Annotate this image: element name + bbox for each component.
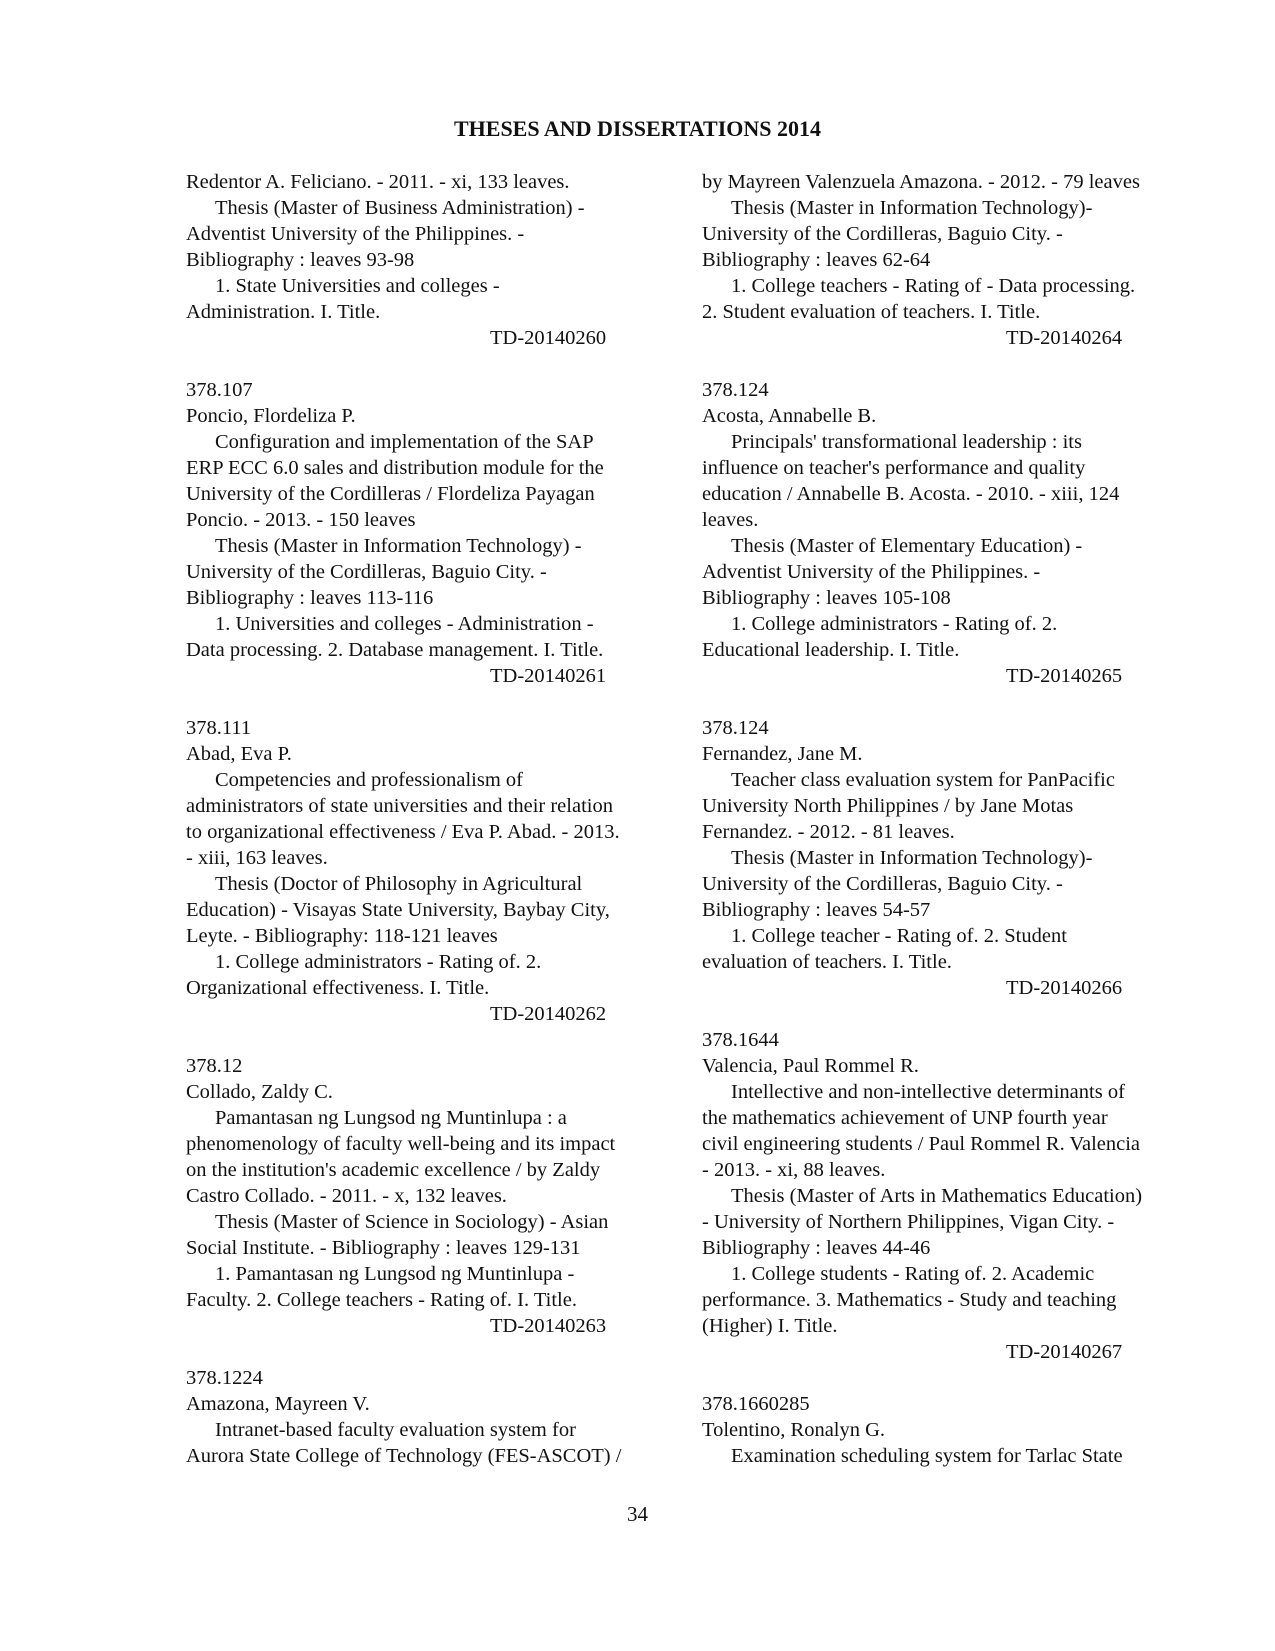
accession-number: TD-20140263 xyxy=(490,1315,607,1337)
accession-number: TD-20140266 xyxy=(1006,977,1123,999)
catalog-entry xyxy=(702,169,1182,351)
entry-line: Thesis (Master of Arts in Mathematics Education) xyxy=(731,1185,1143,1207)
right-column xyxy=(702,169,1182,1469)
entry-line: civil engineering students / Paul Rommel R. Valencia xyxy=(702,1133,1141,1155)
accession-number: TD-20140261 xyxy=(490,665,607,687)
entry-line: to organizational effectiveness / Eva P. Abad. - 2013. xyxy=(186,821,620,843)
entry-line: - 2013. - xi, 88 leaves. xyxy=(702,1159,886,1181)
entry-line: 2. Student evaluation of teachers. I. Title. xyxy=(702,301,1041,323)
entry-line: Thesis (Master of Business Administration) - xyxy=(215,197,585,219)
catalog-entry xyxy=(702,715,1182,1001)
entry-line: Intranet-based faculty evaluation system for xyxy=(215,1419,576,1441)
entry-line: Bibliography : leaves 44-46 xyxy=(702,1237,931,1259)
entry-line: (Higher) I. Title. xyxy=(702,1315,838,1337)
entry-line: Thesis (Master in Information Technology)- xyxy=(731,197,1093,219)
page-number: 34 xyxy=(627,1502,648,1526)
entry-line: Bibliography : leaves 93-98 xyxy=(186,249,415,271)
entry-line: by Mayreen Valenzuela Amazona. - 2012. - 79 leaves xyxy=(702,171,1140,193)
entry-line: phenomenology of faculty well-being and its impact xyxy=(186,1133,616,1155)
entry-line: 1. College students - Rating of. 2. Academic xyxy=(731,1263,1095,1285)
call-number: 378.124 xyxy=(702,379,769,401)
call-number: 378.1644 xyxy=(702,1029,779,1051)
call-number: 378.12 xyxy=(186,1055,243,1077)
catalog-entry xyxy=(186,715,666,1027)
entry-line: Poncio. - 2013. - 150 leaves xyxy=(186,509,416,531)
entry-line: 1. College teachers - Rating of - Data processing. xyxy=(731,275,1136,297)
entry-line: University of the Cordilleras, Baguio City. - xyxy=(702,223,1063,245)
entry-line: Teacher class evaluation system for PanPacific xyxy=(731,769,1115,791)
entry-line: Bibliography : leaves 105-108 xyxy=(702,587,951,609)
entry-line: Castro Collado. - 2011. - x, 132 leaves. xyxy=(186,1185,507,1207)
entry-line: Intellective and non-intellective determinants of xyxy=(731,1081,1125,1103)
entry-author: Collado, Zaldy C. xyxy=(186,1081,333,1103)
accession-number: TD-20140265 xyxy=(1006,665,1123,687)
entry-author: Valencia, Paul Rommel R. xyxy=(702,1055,919,1077)
entry-line: University of the Cordilleras, Baguio City. - xyxy=(702,873,1063,895)
accession-number: TD-20140264 xyxy=(1006,327,1123,349)
entry-line: Bibliography : leaves 113-116 xyxy=(186,587,434,609)
entry-line: Examination scheduling system for Tarlac State xyxy=(731,1445,1123,1467)
entry-line: education / Annabelle B. Acosta. - 2010. - xiii, 124 xyxy=(702,483,1120,505)
entry-line: 1. State Universities and colleges - xyxy=(215,275,500,297)
entry-author: Amazona, Mayreen V. xyxy=(186,1393,370,1415)
entry-line: performance. 3. Mathematics - Study and teaching xyxy=(702,1289,1117,1311)
entry-line: University North Philippines / by Jane Motas xyxy=(702,795,1074,817)
entry-line: on the institution's academic excellence / by Zaldy xyxy=(186,1159,601,1181)
call-number: 378.111 xyxy=(186,717,252,739)
entry-author: Fernandez, Jane M. xyxy=(702,743,863,765)
entry-line: the mathematics achievement of UNP fourth year xyxy=(702,1107,1108,1129)
entry-line: 1. Universities and colleges - Administration - xyxy=(215,613,594,635)
entry-line: Thesis (Master of Elementary Education) - xyxy=(731,535,1083,557)
catalog-entry xyxy=(702,377,1182,689)
call-number: 378.107 xyxy=(186,379,253,401)
entry-author: Poncio, Flordeliza P. xyxy=(186,405,356,427)
entry-line: 1. College teacher - Rating of. 2. Student xyxy=(731,925,1067,947)
entry-line: Thesis (Doctor of Philosophy in Agricultural xyxy=(215,873,583,895)
entry-line: Adventist University of the Philippines. - xyxy=(186,223,525,245)
entry-line: 1. College administrators - Rating of. 2. xyxy=(215,951,542,973)
entry-author: Acosta, Annabelle B. xyxy=(702,405,877,427)
entry-line: Bibliography : leaves 54-57 xyxy=(702,899,931,921)
catalog-entry xyxy=(702,1027,1182,1365)
entry-line: Data processing. 2. Database management. I. Title. xyxy=(186,639,604,661)
entry-line: Thesis (Master of Science in Sociology) - Asian xyxy=(215,1211,609,1233)
entry-line: Organizational effectiveness. I. Title. xyxy=(186,977,490,999)
entry-line: Education) - Visayas State University, Baybay City, xyxy=(186,899,610,921)
entry-line: Configuration and implementation of the SAP xyxy=(215,431,594,453)
left-column xyxy=(186,169,666,1469)
call-number: 378.1660285 xyxy=(702,1393,810,1415)
entry-line: University of the Cordilleras, Baguio City. - xyxy=(186,561,547,583)
entry-line: administrators of state universities and their relation xyxy=(186,795,613,817)
entry-line: Pamantasan ng Lungsod ng Muntinlupa : a xyxy=(215,1107,567,1129)
entry-line: Thesis (Master in Information Technology) - xyxy=(215,535,582,557)
entry-line: Adventist University of the Philippines. - xyxy=(702,561,1041,583)
catalog-entry xyxy=(186,377,666,689)
entry-line: Fernandez. - 2012. - 81 leaves. xyxy=(702,821,955,843)
entry-line: Thesis (Master in Information Technology)- xyxy=(731,847,1093,869)
catalog-entry xyxy=(702,1391,1182,1469)
accession-number: TD-20140262 xyxy=(490,1003,607,1025)
catalog-entry xyxy=(186,1053,666,1339)
entry-line: Leyte. - Bibliography: 118-121 leaves xyxy=(186,925,498,947)
entry-line: leaves. xyxy=(702,509,759,531)
entry-line: Social Institute. - Bibliography : leaves 129-131 xyxy=(186,1237,581,1259)
call-number: 378.1224 xyxy=(186,1367,263,1389)
entry-line: - xiii, 163 leaves. xyxy=(186,847,328,869)
entry-line: University of the Cordilleras / Flordeliza Payagan xyxy=(186,483,595,505)
entry-line: Faculty. 2. College teachers - Rating of. I. Title. xyxy=(186,1289,577,1311)
page-title: THESES AND DISSERTATIONS 2014 xyxy=(453,116,822,141)
entry-line: Principals' transformational leadership : its xyxy=(731,431,1082,453)
accession-number: TD-20140267 xyxy=(1006,1341,1123,1363)
entry-line: 1. Pamantasan ng Lungsod ng Muntinlupa - xyxy=(215,1263,575,1285)
entry-line: - University of Northern Philippines, Vigan City. - xyxy=(702,1211,1115,1233)
catalog-entry xyxy=(186,1365,666,1469)
entry-line: Aurora State College of Technology (FES-ASCOT) / xyxy=(186,1445,622,1467)
entry-author: Abad, Eva P. xyxy=(186,743,292,765)
entry-line: Competencies and professionalism of xyxy=(215,769,524,791)
catalog-entry xyxy=(186,169,666,351)
entry-line: Redentor A. Feliciano. - 2011. - xi, 133 leaves. xyxy=(186,171,570,193)
entry-line: ERP ECC 6.0 sales and distribution module for the xyxy=(186,457,604,479)
entry-line: Bibliography : leaves 62-64 xyxy=(702,249,931,271)
entry-line: Administration. I. Title. xyxy=(186,301,381,323)
call-number: 378.124 xyxy=(702,717,769,739)
entry-author: Tolentino, Ronalyn G. xyxy=(702,1419,886,1441)
entry-line: influence on teacher's performance and quality xyxy=(702,457,1086,479)
entry-line: evaluation of teachers. I. Title. xyxy=(702,951,952,973)
accession-number: TD-20140260 xyxy=(490,327,607,349)
entry-line: Educational leadership. I. Title. xyxy=(702,639,960,661)
entry-line: 1. College administrators - Rating of. 2. xyxy=(731,613,1058,635)
